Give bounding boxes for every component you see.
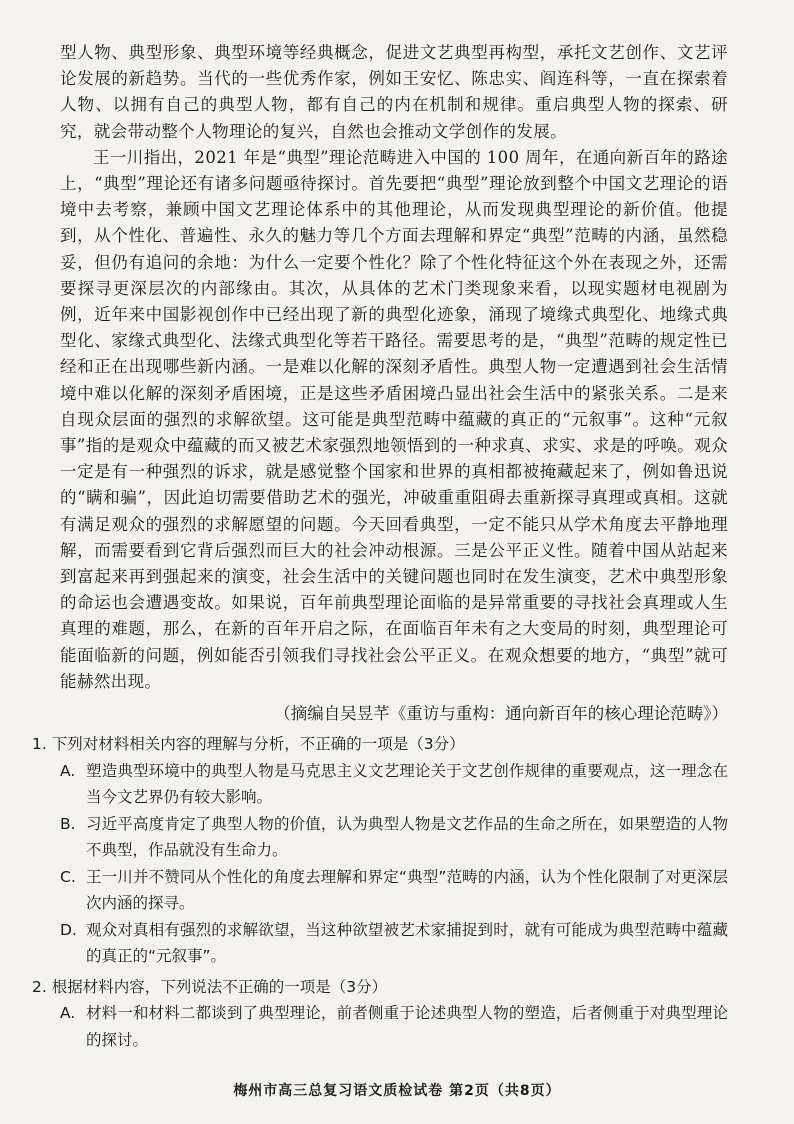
option-label: C. xyxy=(60,867,76,886)
passage-paragraph-2: 王一川指出，2021 年是“典型”理论范畴进入中国的 100 周年，在通向新百年的路途上，“典型”理论还有诸多问题亟待探讨。首先要把“典型”理论放到整个中国文艺理论的语境中去考察，兼顾中国文艺理论体系中的其他理论，从而发现典型理论的新价值。他提到，从个性化、普遍性、永久的魅力等几个方面去理解和界定“典型”范畴的内涵，虽然稳妥，但仍有追问的余地：为什么一定要个性化？除了个性化特征这个外在表现之外，还需要探寻更深层次的内部缘由。其次，从具体的艺术门类现象来看，以现实题材电视剧为例，近年来中国影视创作中已经出现了新的典型化迹象，涌现了境缘式典型化、地缘式典型化、家缘式典型化、法缘式典型化等若干路径。需要思考的是，“典型”范畴的规定性已经和正在出现哪些新内涵。一是难以化解的深刻矛盾性。典型人物一定遭遇到社会生活情境中难以化解的深刻矛盾困境，正是这些矛盾困境凸显出社会生活中的紧张关系。二是来自现众层面的强烈的求解欲望。这可能是典型范畴中蕴藏的真正的“元叙事”。这种“元叙事”指的是观众中蕴藏的而又被艺术家强烈地领悟到的一种求真、求实、求是的呼唤。观众一定是有一种强烈的诉求，就是感觉整个国家和世界的真相都被掩藏起来了，例如鲁迅说的“瞒和骗”，因此迫切需要借助艺术的强光，冲破重重阻碍去重新探寻真理或真相。这就有满足观众的强烈的求解愿望的问题。今天回看典型，一定不能只从学术角度去平静地理解，而需要看到它背后强烈而巨大的社会冲动根源。三是公平正义性。随着中国从站起来到富起来再到强起来的演变，社会生活中的关键问题也同时在发生演变，艺术中典型形象的命运也会遭遇变故。如果说，百年前典型理论面临的是异常重要的寻找社会真理或人生真理的难题，那么，在新的百年开启之际，在面临百年未有之大变局的时刻，典型理论可能面临新的问题，例如能否引领我们寻找社会公平正义。在观众想要的地方，“典型”就可能赫然出现。 xyxy=(60,147,728,691)
passage-source: （摘编自吴昱芊《重访与重构：通向新百年的核心理论范畴》） xyxy=(274,704,728,724)
question-1-option-b xyxy=(60,811,728,864)
option-label: A. xyxy=(60,761,76,780)
question-2-stem: 2. 根据材料内容，下列说法不正确的一项是（3分） xyxy=(32,977,388,996)
question-2 xyxy=(32,974,728,1054)
option-text: 习近平高度肯定了典型人物的价值，认为典型人物是文艺作品的生命之所在，如果塑造的人物不典型，作品就没有生命力。 xyxy=(86,814,728,860)
option-text: 材料一和材料二都谈到了典型理论，前者侧重于论述典型人物的塑造，后者侧重于对典型理论的探讨。 xyxy=(86,1004,728,1049)
question-1-stem: 1. 下列对材料相关内容的理解与分析，不正确的一项是（3分） xyxy=(32,735,465,754)
question-1 xyxy=(32,731,728,970)
question-1-option-a xyxy=(60,758,728,811)
option-text: 王一川并不赞同从个性化的角度去理解和界定“典型”范畴的内涵，认为个性化限制了对更深层次内涵的探寻。 xyxy=(86,867,728,913)
passage-paragraph-1: 型人物、典型形象、典型环境等经典概念，促进文艺典型再构型，承托文艺创作、文艺评论发展的新趋势。当代的一些优秀作家，例如王安忆、陈忠实、阎连科等，一直在探索着人物、以拥有自己的典型人物，都有自己的内在机制和规律。重启典型人物的探索、研究，就会带动整个人物理论的复兴，自然也会推动文学创作的发展。 xyxy=(60,43,728,141)
question-1-option-c xyxy=(60,864,728,917)
reading-passage xyxy=(60,40,728,695)
question-2-option-a xyxy=(60,1000,728,1053)
option-label: B. xyxy=(60,814,76,833)
option-label: D. xyxy=(60,920,77,939)
option-text: 塑造典型环境中的典型人物是马克思主义文艺理论关于文艺创作规律的重要观点，这一理念在当今文艺界仍有较大影响。 xyxy=(86,761,728,807)
option-text: 观众对真相有强烈的求解欲望，当这种欲望被艺术家捕捉到时，就有可能成为典型范畴中蕴藏的真正的“元叙事”。 xyxy=(86,920,728,966)
option-label: A. xyxy=(60,1004,76,1023)
exam-page xyxy=(32,40,728,1053)
page-footer: 梅州市高三总复习语文质检试卷 第2页（共8页） xyxy=(233,1083,561,1099)
question-1-option-d xyxy=(60,917,728,970)
